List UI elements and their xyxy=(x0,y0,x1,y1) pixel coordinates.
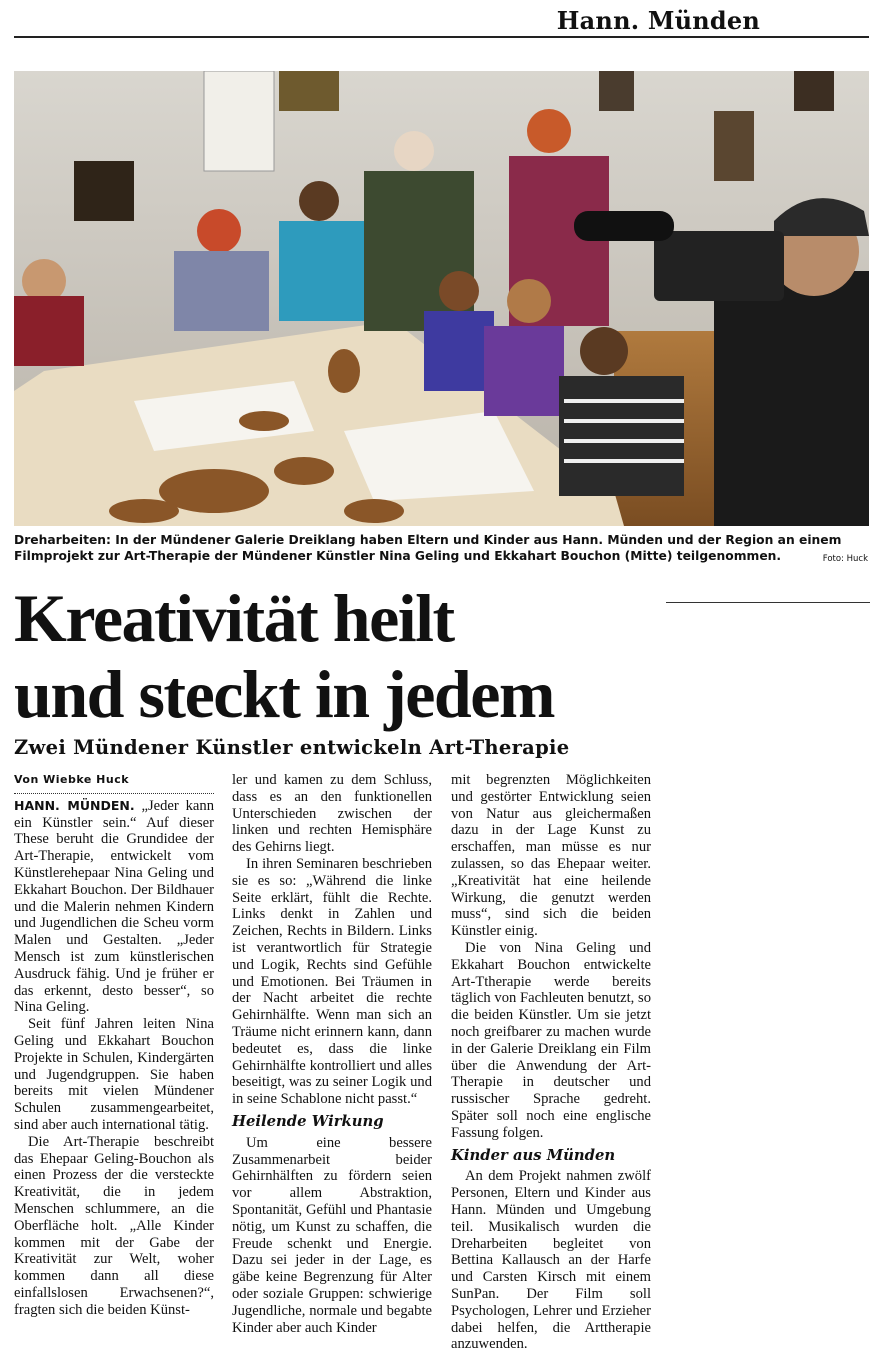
article-column-3 xyxy=(451,772,651,1353)
headline-line-1: Kreativität heilt xyxy=(14,580,454,656)
paragraph xyxy=(14,798,214,1016)
section-heading: Kinder aus Münden xyxy=(451,1146,616,1164)
paragraph-text: „Jeder kann ein Künstler sein.“ Auf dieser These beruht die Grundidee der Art-Therapie, entwickelt vom Künstlerehepaar Nina Geling und Ekkahart Bouchon. Der Bildhauer und die Malerin nehmen Kindern und Jugendlichen die Scheu vorm Malen und Gestalten. „Jeder Mensch ist zum künstlerischen Ausdruck fähig. Und je früher er das erkennt, desto besser“, so Nina Geling. xyxy=(14,797,214,1016)
paragraph: mit begrenzten Möglichkeiten und gestörter Entwicklung seien von Natur aus gleichermaßen dazu in der Lage Kunst zu erschaffen, man müsse es nur zulassen, so das Ehepaar weiter. „Kreativität hat eine heilende Wirkung, die genutzt werden muss“, sind sich die beiden Künstler einig. xyxy=(451,772,651,940)
subheadline: Zwei Mündener Künstler entwickeln Art-Therapie xyxy=(14,736,570,759)
paragraph: Seit fünf Jahren leiten Nina Geling und Ekkahart Bouchon Projekte in Schulen, Kindergärten und Jugendgruppen. Sie haben bereits mit vielen Mündener Schulen zusammengearbeitet, sind aber auch international tätig. xyxy=(14,1016,214,1133)
section-heading: Heilende Wirkung xyxy=(232,1112,384,1130)
photo-caption: Dreharbeiten: In der Mündener Galerie Dreiklang haben Eltern und Kinder aus Hann. Münden und der Region an einem Filmprojekt zur Art-Therapie der Mündener Künstler Nina Geling und Ekkahart Bouchon (Mitte) teilgenommen. xyxy=(14,533,842,563)
article-column-1 xyxy=(14,772,214,1319)
headline-line-2: und steckt in jedem xyxy=(14,656,555,732)
section-title: Hann. Münden xyxy=(556,6,760,35)
paragraph: Die von Nina Geling und Ekkahart Bouchon entwickelte Art-Ttherapie werde bereits täglich von Fachleuten benutzt, so die beiden Künstler. Um sie jetzt noch greifbarer zu machen wurde in der Galerie Dreiklang ein Film über die Anwendung der Art-Therapie in deutscher und russischer Sprache gedreht. Später soll noch eine englische Fassung folgen. xyxy=(451,939,651,1141)
side-rule xyxy=(666,602,870,603)
paragraph: Die Art-Therapie beschreibt das Ehepaar Geling-Bouchon als einen Prozess der die versteckte Kreativität, die in jedem Menschen schlummere, an die Oberfläche holt. „Alle Kinder kommen mit der Gabe der Kreativität zur Welt, woher kommen dann all diese einfallslosen Erwachsenen?“, fragten sich die beiden Künst- xyxy=(14,1133,214,1318)
headline xyxy=(14,580,674,732)
photo-credit: Foto: Huck xyxy=(822,554,868,564)
dateline: HANN. MÜNDEN. xyxy=(14,797,135,813)
article-photo xyxy=(14,71,869,526)
article-column-2 xyxy=(232,772,432,1336)
photo-illustration xyxy=(14,71,869,526)
paragraph: Um eine bessere Zusammenarbeit beider Gehirnhälften zu fördern seien vor allem Abstraktion, Spontanität, Gefühl und Phantasie nötig, um Kunst zu schaffen, die Freude schenkt und Energie. Dazu sei jeder in der Lage, es gäbe keine Begrenzung für Alter oder soziale Gruppen: schwierige Jugendliche, normale und begabte Kinder aber auch Kinder xyxy=(232,1134,432,1336)
section-rule xyxy=(14,36,869,38)
paragraph: In ihren Seminaren beschrieben sie es so: „Während die linke Seite erklärt, fühlt die Rechte. Links denkt in Zahlen und Zeichen, Rechts in Bildern. Links ist verantwortlich für Strategie und Logik, Rechts sind Gefühle und Emotionen. Bei Träumen in der Nacht arbeitet die rechte Gehirnhälfte. Wenn man sich an Träume nicht erinnern kann, dann bedeutet es, dass die linke Gehirnhälfte kontrolliert und alles beseitigt, was zu seiner Logik und in seine Schablone nicht passt.“ xyxy=(232,855,432,1108)
paragraph: An dem Projekt nahmen zwölf Personen, Eltern und Kinder aus Hann. Münden und Umgebung teil. Musikalisch wurden die Dreharbeiten begleitet von Bettina Kallausch an der Harfe und Carsten Kirsch mit einem SunPan. Der Film soll Psychologen, Lehrer und Erzieher dabei helfen, die Arttherapie anzuwenden. xyxy=(451,1168,651,1353)
byline: Von Wiebke Huck xyxy=(14,772,214,794)
paragraph: ler und kamen zu dem Schluss, dass es an den funktionellen Unterschieden zwischen der linken und rechten Hemisphäre des Gehirns liegt. xyxy=(232,772,432,856)
